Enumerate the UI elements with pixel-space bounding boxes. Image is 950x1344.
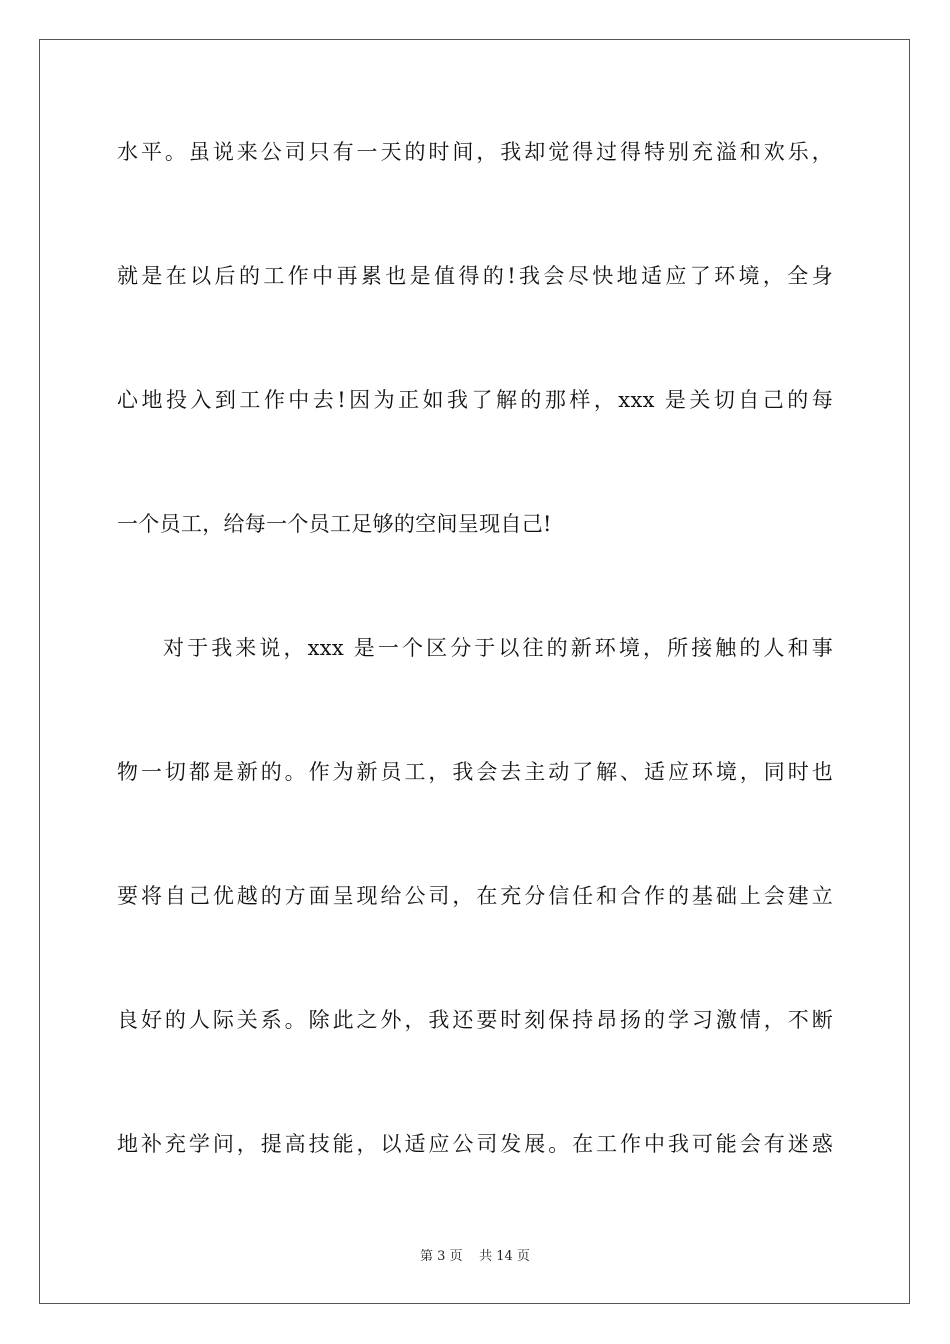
body-text-line: 水平。虽说来公司只有一天的时间，我却觉得过得特别充溢和欢乐，: [117, 140, 833, 164]
body-text-line: 良好的人际关系。除此之外，我还要时刻保持昂扬的学习激情，不断: [117, 1008, 833, 1032]
body-text-line: 心地投入到工作中去!因为正如我了解的那样，xxx 是关切自己的每: [117, 388, 833, 412]
page-total: 共 14 页: [479, 1249, 530, 1264]
body-text-line: 物一切都是新的。作为新员工，我会去主动了解、适应环境，同时也: [117, 760, 833, 784]
body-text-line: 就是在以后的工作中再累也是值得的!我会尽快地适应了环境，全身: [117, 264, 833, 288]
body-text-line: 地补充学问，提高技能，以适应公司发展。在工作中我可能会有迷惑: [117, 1132, 833, 1156]
page-border: [39, 39, 910, 1304]
paragraph-first-line: 对于我来说，xxx 是一个区分于以往的新环境，所接触的人和事: [163, 636, 833, 660]
page-number: 第 3 页: [420, 1249, 463, 1264]
body-text-line: 要将自己优越的方面呈现给公司，在充分信任和合作的基础上会建立: [117, 884, 833, 908]
page-footer: [0, 1248, 950, 1266]
body-text-line: 一个员工，给每一个员工足够的空间呈现自己!: [117, 512, 552, 536]
